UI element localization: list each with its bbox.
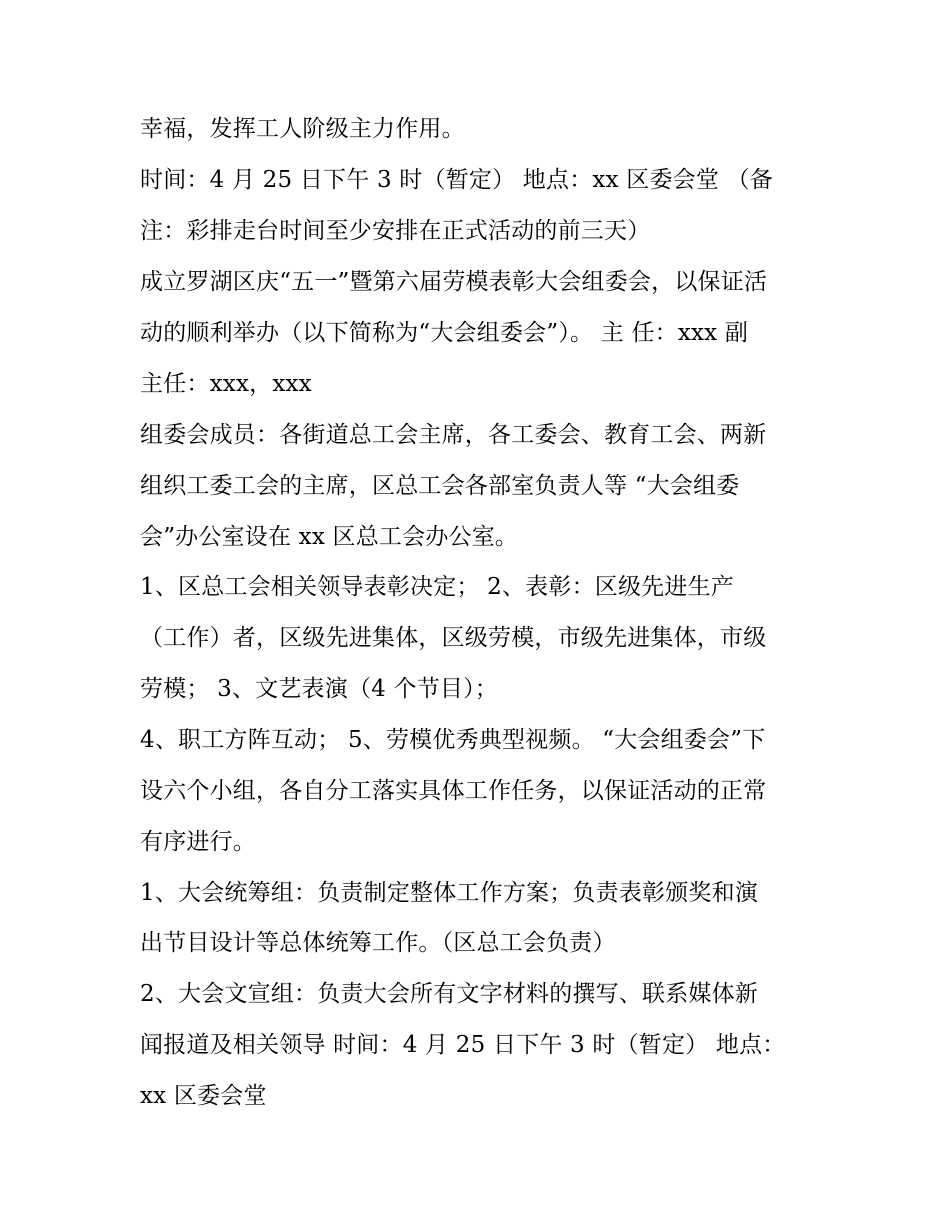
text-line: 注：彩排走台时间至少安排在正式活动的前三天） <box>140 218 651 244</box>
text-line: 组委会成员：各街道总工会主席，各工委会、教育工会、两新 <box>140 422 767 448</box>
text-line: 主任：xxx，xxx <box>140 371 312 397</box>
text-line: 会”办公室设在 xx 区总工会办公室。 <box>140 524 519 550</box>
text-line: 动的顺利举办（以下简称为“大会组委会”）。 主 任：xxx 副 <box>140 320 749 346</box>
text-line: 时间：4 月 25 日下午 3 时（暂定） 地点：xx 区委会堂 （备 <box>140 167 773 193</box>
text-line: 2、大会文宣组：负责大会所有文字材料的撰写、联系媒体新 <box>140 981 759 1007</box>
text-line: 有序进行。 <box>140 829 256 855</box>
text-line: 1、区总工会相关领导表彰决定； 2、表彰：区级先进生产 <box>140 574 734 600</box>
text-line: 闻报道及相关领导 时间：4 月 25 日下午 3 时（暂定） 地点： <box>140 1032 786 1058</box>
text-line: 1、大会统筹组：负责制定整体工作方案；负责表彰颁奖和演 <box>140 880 759 906</box>
text-line: （工作）者，区级先进集体，区级劳模，市级先进集体，市级 <box>140 625 767 651</box>
text-line: 出节目设计等总体统筹工作。（区总工会负责） <box>140 930 616 956</box>
text-line: 劳模； 3、文艺表演（4 个节目）； <box>140 676 498 702</box>
text-line: 幸福，发挥工人阶级主力作用。 <box>140 116 465 142</box>
text-line: 组织工委工会的主席，区总工会各部室负责人等 “大会组委 <box>140 473 740 499</box>
text-line: 设六个小组，各自分工落实具体工作任务，以保证活动的正常 <box>140 778 767 804</box>
text-line: 4、职工方阵互动； 5、劳模优秀典型视频。 “大会组委会”下 <box>140 727 766 753</box>
text-line: 成立罗湖区庆“五一”暨第六届劳模表彰大会组委会，以保证活 <box>140 269 768 295</box>
text-line: xx 区委会堂 <box>140 1083 267 1109</box>
